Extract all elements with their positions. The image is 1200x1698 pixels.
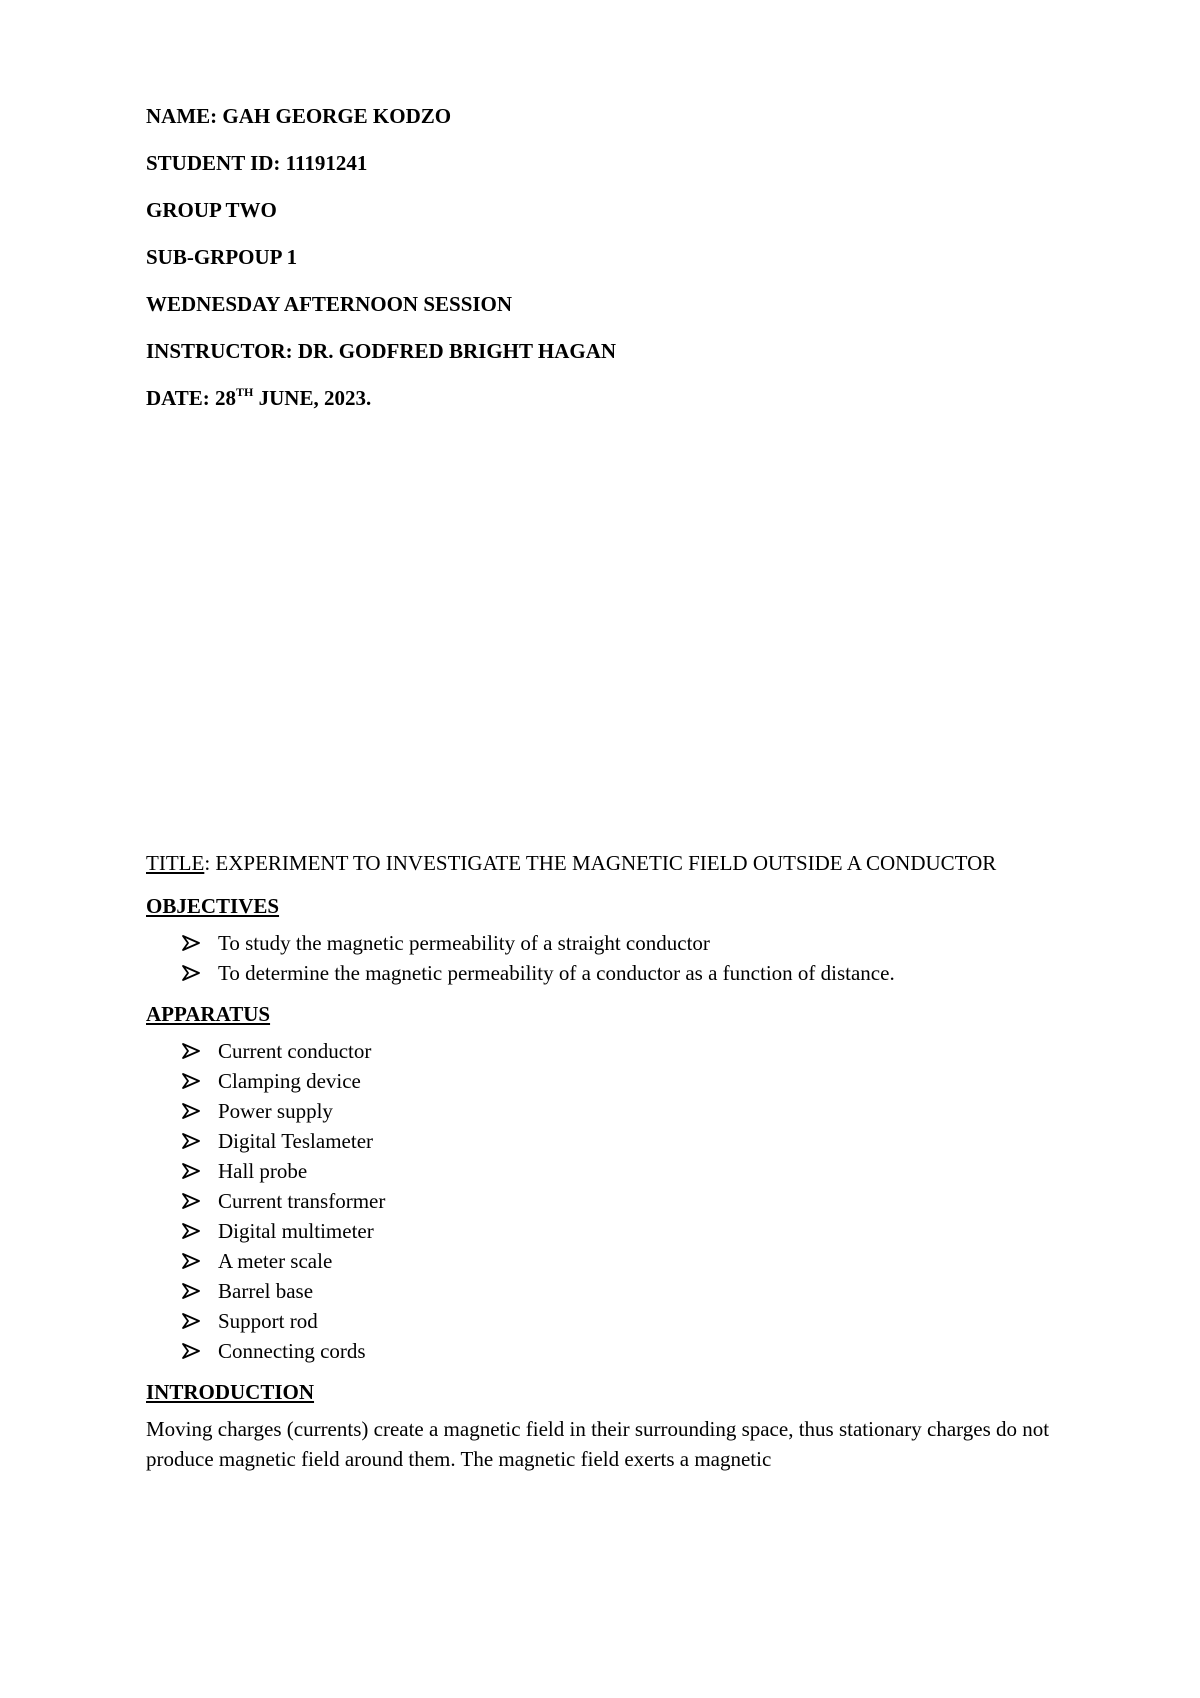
introduction-paragraph: Moving charges (currents) create a magnetic field in their surrounding space, thus stationary charges do not produce magnetic field around them. The magnetic field exerts a magnetic [146, 1417, 1050, 1471]
date-prefix: DATE: 28 [146, 386, 237, 410]
arrowhead-bullet-icon [182, 965, 200, 981]
list-item [182, 1246, 1066, 1276]
arrowhead-bullet-icon [182, 935, 200, 951]
list-item-text: To determine the magnetic permeability of a conductor as a function of distance. [218, 961, 895, 985]
objectives-heading: OBJECTIVES [146, 894, 280, 918]
list-item [182, 1216, 1066, 1246]
list-item-text: Current transformer [218, 1189, 386, 1213]
instructor-label: INSTRUCTOR: DR. GODFRED BRIGHT HAGAN [146, 339, 617, 363]
introduction-heading: INTRODUCTION [146, 1380, 315, 1404]
arrowhead-bullet-icon [182, 1283, 200, 1299]
list-item [182, 1096, 1066, 1126]
list-item [182, 1066, 1066, 1096]
list-item [182, 1276, 1066, 1306]
student-info-block [146, 104, 1046, 433]
list-item [182, 1156, 1066, 1186]
arrowhead-bullet-icon [182, 1103, 200, 1119]
session-label: WEDNESDAY AFTERNOON SESSION [146, 292, 513, 316]
student-id: STUDENT ID: 11191241 [146, 151, 368, 175]
arrowhead-bullet-icon [182, 1313, 200, 1329]
list-item-text: Digital Teslameter [218, 1129, 374, 1153]
list-item-text: Connecting cords [218, 1339, 366, 1363]
apparatus-heading: APPARATUS [146, 1002, 271, 1026]
arrowhead-bullet-icon [182, 1223, 200, 1239]
list-item-text: To study the magnetic permeability of a straight conductor [218, 931, 710, 955]
list-item [182, 1126, 1066, 1156]
list-item-text: A meter scale [218, 1249, 333, 1273]
list-item-text: Power supply [218, 1099, 333, 1123]
arrowhead-bullet-icon [182, 1163, 200, 1179]
list-item-text: Clamping device [218, 1069, 361, 1093]
date-suffix: JUNE, 2023. [253, 386, 372, 410]
arrowhead-bullet-icon [182, 1343, 200, 1359]
arrowhead-bullet-icon [182, 1073, 200, 1089]
report-title [146, 848, 1066, 878]
objectives-list [146, 928, 1066, 988]
arrowhead-bullet-icon [182, 1043, 200, 1059]
arrowhead-bullet-icon [182, 1133, 200, 1149]
list-item-text: Support rod [218, 1309, 318, 1333]
student-name: NAME: GAH GEORGE KODZO [146, 104, 452, 128]
group-label: GROUP TWO [146, 198, 277, 222]
date-superscript: TH [236, 385, 254, 399]
arrowhead-bullet-icon [182, 1253, 200, 1269]
list-item [182, 928, 1066, 958]
sub-group-label: SUB-GRPOUP 1 [146, 245, 298, 269]
date-label [146, 386, 1046, 410]
list-item [182, 1186, 1066, 1216]
arrowhead-bullet-icon [182, 1193, 200, 1209]
apparatus-list [146, 1036, 1066, 1366]
list-item-text: Digital multimeter [218, 1219, 374, 1243]
list-item-text: Current conductor [218, 1039, 372, 1063]
title-text: : EXPERIMENT TO INVESTIGATE THE MAGNETIC FIELD OUTSIDE A CONDUCTOR [204, 851, 997, 875]
list-item [182, 1336, 1066, 1366]
list-item [182, 958, 1066, 988]
list-item [182, 1306, 1066, 1336]
list-item [182, 1036, 1066, 1066]
report-body [146, 848, 1066, 1474]
list-item-text: Barrel base [218, 1279, 314, 1303]
title-label: TITLE [146, 851, 205, 875]
list-item-text: Hall probe [218, 1159, 308, 1183]
